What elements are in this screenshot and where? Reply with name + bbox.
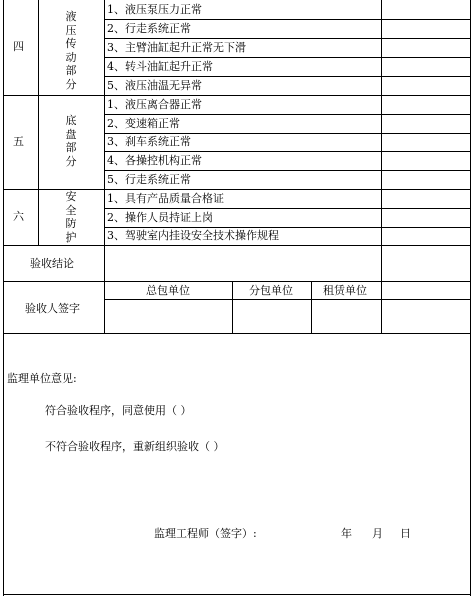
option-agree: 符合验收程序，同意使用（ ） [45,404,192,417]
border-bottom [3,594,471,595]
check-item: 3、刹车系统正常 [107,135,191,148]
check-item: 1、液压泵压力正常 [107,3,202,16]
check-item: 3、主臂油缸起升正常无下滑 [107,41,246,54]
row-line [104,76,471,77]
section-number: 四 [13,40,24,53]
col-divider-number [38,0,39,245]
row-line [104,38,471,39]
check-item: 2、操作人员持证上岗 [107,211,213,224]
row-line [104,170,471,171]
date-year: 年 [341,527,352,540]
section-number: 五 [13,135,24,148]
option-disagree: 不符合验收程序，重新组织验收（ ） [45,440,225,453]
col-divider-category [104,0,105,333]
check-item: 1、具有产品质量合格证 [107,192,224,205]
sig-divider-2 [311,281,312,333]
border-left [3,0,4,596]
conclusion-label: 验收结论 [30,257,74,270]
check-item: 4、各操控机构正常 [107,154,202,167]
conclusion-line [3,281,471,282]
check-item: 2、行走系统正常 [107,22,191,35]
sig-col-sub: 分包单位 [249,284,293,297]
section-line [3,245,471,246]
row-line [104,227,471,228]
row-line [104,114,471,115]
row-line [104,57,471,58]
sig-divider-1 [232,281,233,333]
row-line [104,19,471,20]
check-item: 5、行走系统正常 [107,173,191,186]
row-line [104,208,471,209]
signature-label: 验收人签字 [25,302,80,315]
sig-header-line [104,299,471,300]
border-right [470,0,471,596]
date-month: 月 [372,527,383,540]
section-category: 底盘部分 [65,114,77,168]
row-line [104,151,471,152]
sig-bottom-line [3,333,471,334]
check-item: 3、驾驶室内挂设安全技术操作规程 [107,229,279,242]
check-item: 4、转斗油缸起升正常 [107,60,213,73]
section-category: 液压传动部分 [65,10,77,91]
check-item: 5、液压油温无异常 [107,79,202,92]
row-line [104,133,471,134]
section-line [3,95,471,96]
section-category: 安全防护 [65,190,77,244]
sig-col-lease: 租赁单位 [323,284,367,297]
check-item: 1、液压离合器正常 [107,98,202,111]
supervision-heading: 监理单位意见: [7,372,77,385]
section-number: 六 [13,210,24,223]
check-item: 2、变速箱正常 [107,117,180,130]
engineer-signature-label: 监理工程师（签字）: [154,527,257,540]
date-day: 日 [400,527,411,540]
col-divider-result [381,0,382,333]
sig-col-general: 总包单位 [146,284,190,297]
